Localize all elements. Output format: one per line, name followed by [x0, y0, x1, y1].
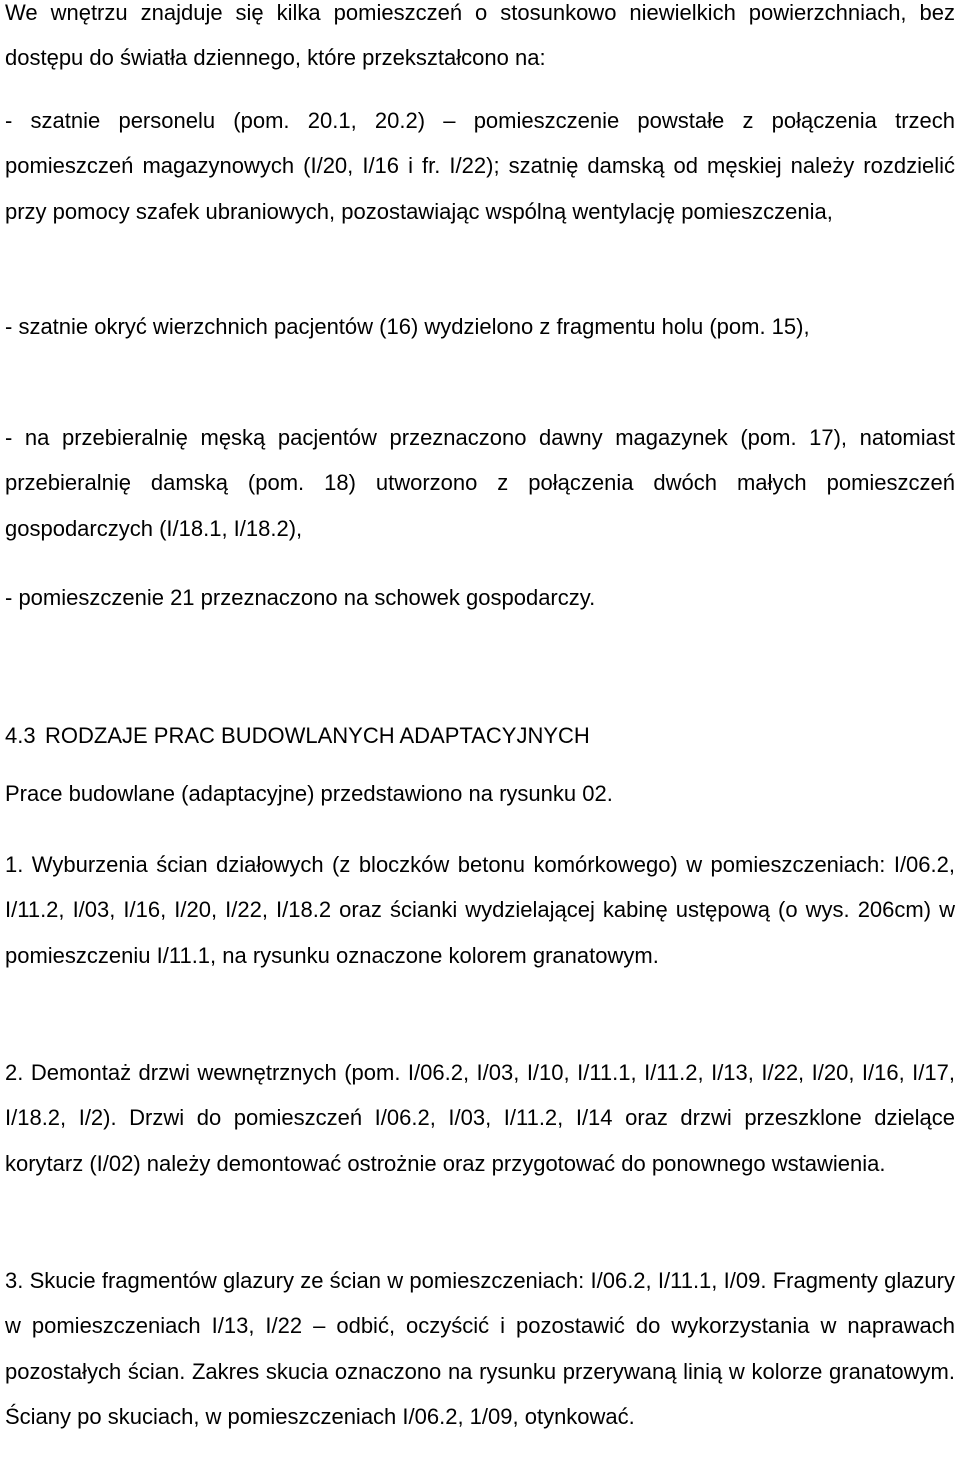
section-number: 4.3	[5, 723, 36, 748]
bullet-patient-dressing-rooms: - na przebieralnię męską pacjentów przeznaczono dawny magazynek (pom. 17), natomiast przebieralnię damską (pom. 18) utworzono z połączenia dwóch małych pomieszczeń gospodarczych (I/18.1, I/18.2),	[5, 425, 955, 541]
intro-paragraph: We wnętrzu znajduje się kilka pomieszczeń o stosunkowo niewielkich powierzchniach, bez dostępu do światła dziennego, które przekształcono na:	[5, 0, 955, 71]
bullet-staff-changing-rooms: - szatnie personelu (pom. 20.1, 20.2) – pomieszczenie powstałe z połączenia trzech pomieszczeń magazynowych (I/20, I/16 i fr. I/22); szatnię damską od męskiej należy rozdzielić przy pomocy szafek ubraniowych, pozostawiając wspólną wentylację pomieszczenia,	[5, 108, 955, 224]
section-heading	[5, 713, 955, 758]
item-door-removal: 2. Demontaż drzwi wewnętrznych (pom. I/06.2, I/03, I/10, I/11.1, I/11.2, I/13, I/22, I/20, I/16, I/17, I/18.2, I/2). Drzwi do pomieszczeń I/06.2, I/03, I/11.2, I/14 oraz drzwi przeszklone dzielące korytarz (I/02) należy demontować ostrożnie oraz przygotować do ponownego wstawienia.	[5, 1060, 955, 1176]
section-intro: Prace budowlane (adaptacyjne) przedstawiono na rysunku 02.	[5, 781, 613, 806]
section-title: RODZAJE PRAC BUDOWLANYCH ADAPTACYJNYCH	[45, 723, 590, 748]
bullet-patient-cloakroom: - szatnie okryć wierzchnich pacjentów (16) wydzielono z fragmentu holu (pom. 15),	[5, 314, 810, 339]
item-tile-removal: 3. Skucie fragmentów glazury ze ścian w pomieszczeniach: I/06.2, I/11.1, I/09. Fragmenty glazury w pomieszczeniach I/13, I/22 – odbić, oczyścić i pozostawić do wykorzystania w naprawach pozostałych ścian. Zakres skucia oznaczono na rysunku przerywaną linią w kolorze granatowym. Ściany po skuciach, w pomieszczeniach I/06.2, 1/09, otynkować.	[5, 1268, 955, 1429]
item-demolition: 1. Wyburzenia ścian działowych (z bloczków betonu komórkowego) w pomieszczeniach: I/06.2, I/11.2, I/03, I/16, I/20, I/22, I/18.2 oraz ścianki wydzielającej kabinę ustępową (o wys. 206cm) w pomieszczeniu I/11.1, na rysunku oznaczone kolorem granatowym.	[5, 852, 955, 968]
bullet-storage-room: - pomieszczenie 21 przeznaczono na schowek gospodarczy.	[5, 585, 596, 610]
